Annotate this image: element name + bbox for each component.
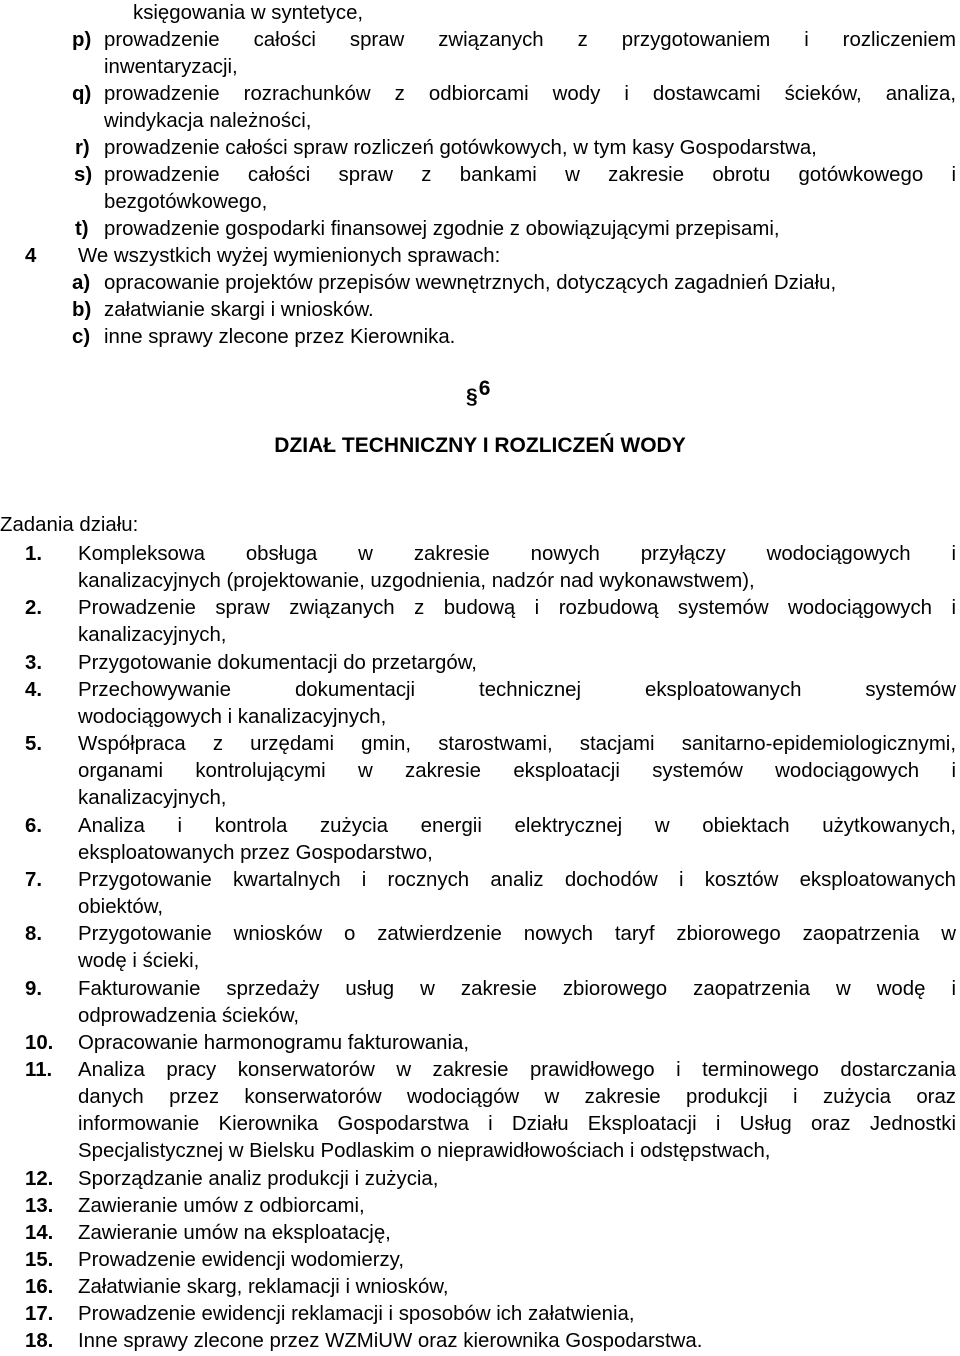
list-item-text: prowadzenie całości spraw rozliczeń gotówkowych, w tym kasy Gospodarstwa, xyxy=(104,137,817,159)
list-item-marker: q) xyxy=(72,83,92,105)
task-text: organami kontrolującymi w zakresie eksploatacji systemów wodociągowych i xyxy=(78,760,956,782)
task-number: 2. xyxy=(25,597,43,619)
task-text: Zawieranie umów z odbiorcami, xyxy=(78,1195,365,1217)
task-text: Analiza pracy konserwatorów w zakresie prawidłowego i terminowego dostarczania xyxy=(78,1059,956,1081)
task-text: Przygotowanie kwartalnych i rocznych analiz dochodów i kosztów eksploatowanych xyxy=(78,869,956,891)
task-number: 15. xyxy=(25,1249,54,1271)
task-number: 3. xyxy=(25,652,43,674)
task-text: Prowadzenie spraw związanych z budową i rozbudową systemów wodociągowych i xyxy=(78,597,956,619)
task-text: Przygotowanie dokumentacji do przetargów, xyxy=(78,652,477,674)
section-number: 6 xyxy=(478,377,491,400)
task-number: 5. xyxy=(25,733,43,755)
task-number: 6. xyxy=(25,815,43,837)
task-text: kanalizacyjnych, xyxy=(78,624,227,646)
task-number: 13. xyxy=(25,1195,54,1217)
task-text: Opracowanie harmonogramu fakturowania, xyxy=(78,1032,470,1054)
list-item-text: załatwianie skargi i wniosków. xyxy=(104,299,374,321)
list-item-text: bezgotówkowego, xyxy=(104,191,268,213)
task-text: eksploatowanych przez Gospodarstwo, xyxy=(78,842,433,864)
list-item-text: windykacja należności, xyxy=(104,110,312,132)
section-title: DZIAŁ TECHNICZNY I ROZLICZEŃ WODY xyxy=(274,434,686,457)
task-text: kanalizacyjnych, xyxy=(78,787,227,809)
tasks-label: Zadania działu: xyxy=(0,514,139,536)
list-item-marker: a) xyxy=(72,272,91,294)
list-item-marker: b) xyxy=(72,299,92,321)
task-text: Przechowywanie dokumentacji technicznej eksploatowanych systemów xyxy=(78,679,956,701)
task-number: 4. xyxy=(25,679,43,701)
list-item-text: prowadzenie gospodarki finansowej zgodnie z obowiązującymi przepisami, xyxy=(104,218,780,240)
task-text: kanalizacyjnych (projektowanie, uzgodnienia, nadzór nad wykonawstwem), xyxy=(78,570,755,592)
list-item-marker: r) xyxy=(75,137,90,159)
task-number: 9. xyxy=(25,978,43,1000)
task-number: 17. xyxy=(25,1303,54,1325)
list-item-text: prowadzenie rozrachunków z odbiorcami wody i dostawcami ścieków, analiza, xyxy=(104,83,956,105)
list-item-marker: p) xyxy=(72,29,92,51)
task-number: 10. xyxy=(25,1032,54,1054)
task-number: 1. xyxy=(25,543,43,565)
point-text: We wszystkich wyżej wymienionych sprawach: xyxy=(78,245,501,267)
list-item-text: prowadzenie całości spraw z bankami w zakresie obrotu gotówkowego i xyxy=(104,164,956,186)
task-text: Analiza i kontrola zużycia energii elektrycznej w obiektach użytkowanych, xyxy=(78,815,956,837)
task-text: Załatwianie skarg, reklamacji i wniosków, xyxy=(78,1276,449,1298)
point-number: 4 xyxy=(25,245,37,267)
task-number: 11. xyxy=(25,1059,53,1081)
task-text: danych przez konserwatorów wodociągów w zakresie produkcji i zużycia oraz xyxy=(78,1086,956,1108)
task-number: 7. xyxy=(25,869,43,891)
task-text: wodę i ścieki, xyxy=(78,950,200,972)
task-text: Inne sprawy zlecone przez WZMiUW oraz kierownika Gospodarstwa. xyxy=(78,1330,703,1352)
task-text: obiektów, xyxy=(78,896,164,918)
list-item-marker: s) xyxy=(74,164,93,186)
task-text: Sporządzanie analiz produkcji i zużycia, xyxy=(78,1168,439,1190)
list-item-text: opracowanie projektów przepisów wewnętrznych, dotyczących zagadnień Działu, xyxy=(104,272,837,294)
list-item-text: księgowania w syntetyce, xyxy=(133,2,364,24)
task-text: Współpraca z urzędami gmin, starostwami, stacjami sanitarno-epidemiologicznymi, xyxy=(78,733,956,755)
task-text: Specjalistycznej w Bielsku Podlaskim o nieprawidłowościach i odstępstwach, xyxy=(78,1140,771,1162)
task-text: Prowadzenie ewidencji wodomierzy, xyxy=(78,1249,405,1271)
list-item-text: inwentaryzacji, xyxy=(104,56,238,78)
task-text: Przygotowanie wniosków o zatwierdzenie nowych taryf zbiorowego zaopatrzenia w xyxy=(78,923,956,945)
task-text: Prowadzenie ewidencji reklamacji i sposobów ich załatwienia, xyxy=(78,1303,635,1325)
task-text: wodociągowych i kanalizacyjnych, xyxy=(78,706,387,728)
list-item-marker: c) xyxy=(72,326,91,348)
task-text: Fakturowanie sprzedaży usług w zakresie zbiorowego zaopatrzenia w wodę i xyxy=(78,978,956,1000)
task-text: odprowadzenia ścieków, xyxy=(78,1005,300,1027)
task-text: Zawieranie umów na eksploatację, xyxy=(78,1222,391,1244)
task-number: 14. xyxy=(25,1222,54,1244)
task-number: 8. xyxy=(25,923,43,945)
list-item-text: prowadzenie całości spraw związanych z przygotowaniem i rozliczeniem xyxy=(104,29,956,51)
list-item-text: inne sprawy zlecone przez Kierownika. xyxy=(104,326,456,348)
task-text: Kompleksowa obsługa w zakresie nowych przyłączy wodociągowych i xyxy=(78,543,956,565)
task-number: 12. xyxy=(25,1168,54,1190)
task-number: 16. xyxy=(25,1276,54,1298)
task-number: 18. xyxy=(25,1330,54,1352)
task-text: informowanie Kierownika Gospodarstwa i Działu Eksploatacji i Usług oraz Jednostki xyxy=(78,1113,956,1135)
section-symbol: § xyxy=(466,385,478,408)
section-sign xyxy=(466,377,491,408)
list-item-marker: t) xyxy=(75,218,89,240)
